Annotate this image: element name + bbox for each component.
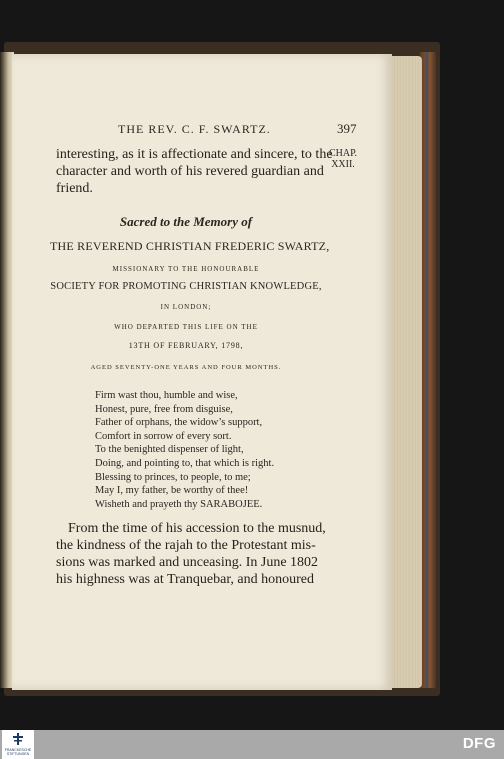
institution-logo-icon [11,733,25,745]
poem-line: Blessing to princes, to people, to me; [95,471,251,483]
epitaph-heading: Sacred to the Memory of [119,214,253,229]
running-head: THE REV. C. F. SWARTZ. [118,122,271,136]
book-binding-edge [420,52,436,688]
viewer-footer-bar [0,730,504,759]
poem-line: Firm wast thou, humble and wise, [95,390,238,401]
poem-line: Wisheth and prayeth thy SARABOJEE. [95,498,263,510]
logo-text: FRANCKESCHE STIFTUNGEN [4,748,32,756]
text-line: sions was marked and unceasing. In June 1802 [56,555,319,570]
page-number: 397 [337,121,357,136]
text-line: From the time of his accession to the musnud, [68,521,326,536]
poem-line: Father of orphans, the widow’s support, [95,417,263,429]
poem-line: Honest, pure, free from disguise, [95,403,233,415]
epitaph-london: IN LONDON; [160,303,212,311]
page-edges [388,56,422,688]
text-line: the kindness of the rajah to the Protestant mis- [56,538,316,553]
poem-line: To the benighted dispenser of light, [95,444,244,456]
epitaph-missionary: MISSIONARY TO THE HONOURABLE [112,265,260,273]
epitaph-date: 13TH OF FEBRUARY, 1798, [128,341,244,350]
chapter-number: XXII. [331,159,355,170]
epitaph-departed: WHO DEPARTED THIS LIFE ON THE [114,323,258,331]
text-line: friend. [56,181,93,196]
epitaph-name: THE REVEREND CHRISTIAN FREDERIC SWARTZ, [50,239,330,253]
paragraph-top [56,146,333,197]
chapter-label: CHAP. [328,148,358,159]
poem-line: Comfort in sorrow of every sort. [95,430,232,442]
paragraph-bottom [56,520,326,588]
poem-line: May I, my father, be worthy of thee! [95,485,249,497]
epitaph-poem [95,389,274,511]
franckesche-stiftungen-logo[interactable] [2,730,34,759]
text-line: character and worth of his revered guardian and [56,164,324,179]
epitaph-society: SOCIETY FOR PROMOTING CHRISTIAN KNOWLEDGE, [50,281,322,292]
dfg-logo[interactable]: DFG [462,735,496,752]
poem-line: Doing, and pointing to, that which is right. [95,457,275,469]
text-line: interesting, as it is affectionate and sincere, to the [56,147,333,162]
epitaph-aged: AGED SEVENTY-ONE YEARS AND FOUR MONTHS. [90,364,282,371]
text-line: his highness was at Tranquebar, and honoured [56,572,315,587]
